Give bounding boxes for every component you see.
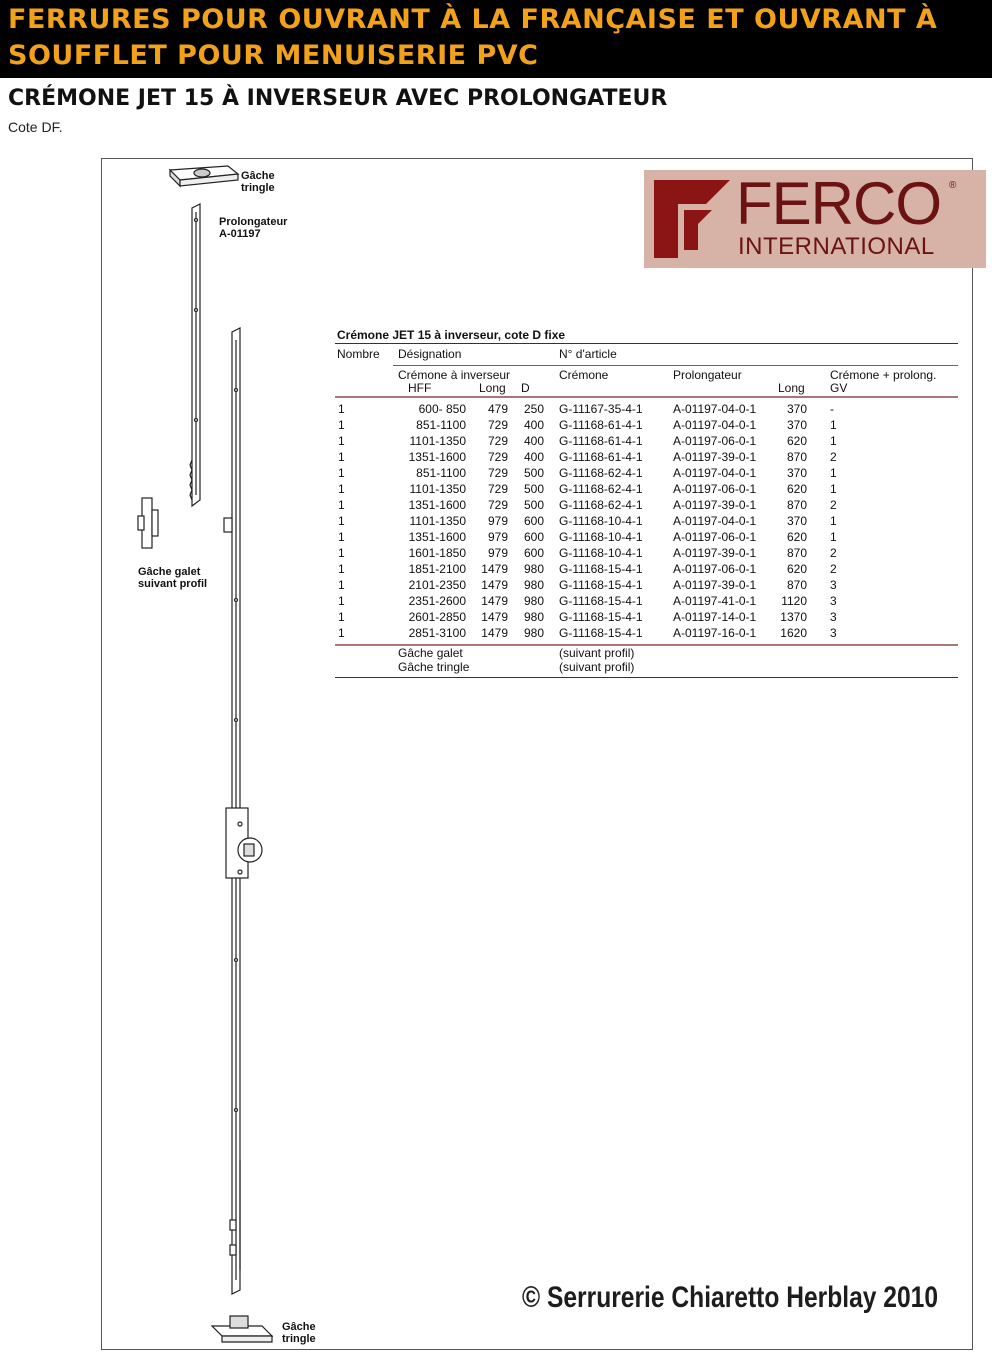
table-cell-d: 980 (523, 578, 544, 592)
table-cell-hff: 851-1100 (416, 466, 466, 480)
cremone-main-drawing (224, 328, 262, 1294)
label-gache-tringle-top: Gâche tringle (241, 170, 275, 194)
gache-galet-drawing (138, 498, 158, 548)
table-cell-plong: 620 (786, 562, 807, 576)
table-cell-gv: 2 (830, 450, 837, 464)
table-cell-plong: 1620 (780, 626, 807, 640)
prolongateur-drawing (190, 204, 200, 506)
table-cell-hff: 1351-1600 (408, 498, 466, 512)
table-cell-hff: 1101-1350 (409, 434, 466, 448)
table-cell-plong: 370 (786, 466, 807, 480)
table-cell-gv: 1 (830, 482, 837, 496)
gache-tringle-top-drawing (170, 166, 238, 186)
table-cell-plong: 370 (786, 514, 807, 528)
cremone-illustration (120, 160, 320, 1350)
table-cell-cremone: G-11168-62-4-1 (559, 482, 643, 496)
table-cell-hff: 2851-3100 (408, 626, 466, 640)
table-cell-gv: 1 (830, 434, 837, 448)
table-cell-gv: 1 (830, 514, 837, 528)
table-cell-gv: 3 (830, 594, 837, 608)
table-cell-cremone: G-11168-62-4-1 (559, 498, 643, 512)
table-cell-long: 729 (487, 418, 508, 432)
table-cell-prolong: A-01197-04-0-1 (673, 466, 757, 480)
table-cell-plong: 1120 (781, 594, 807, 608)
table-cell-cremone: G-11167-35-4-1 (559, 402, 643, 416)
table-cell-cremone: G-11168-10-4-1 (559, 514, 643, 528)
table-cell-n: 1 (338, 498, 345, 512)
table-cell-long: 1479 (481, 626, 508, 640)
table-cell-n: 1 (338, 402, 345, 416)
table-cell-cremone: G-11168-10-4-1 (559, 530, 643, 544)
table-cell-n: 1 (338, 466, 345, 480)
table-cell-cremone: G-11168-15-4-1 (559, 578, 643, 592)
table-cell-hff: 1351-1600 (408, 530, 466, 544)
banner-title-line-2: SOUFFLET POUR MENUISERIE PVC (8, 40, 539, 71)
table-cell-n: 1 (338, 434, 345, 448)
table-cell-long: 1479 (481, 562, 508, 576)
table-cell-n: 1 (338, 514, 345, 528)
header-nombre: Nombre (337, 347, 380, 361)
table-cell-n: 1 (338, 450, 345, 464)
table-cell-plong: 370 (786, 402, 807, 416)
table-cell-long: 979 (487, 514, 508, 528)
gache-tringle-bottom-drawing (212, 1316, 272, 1342)
footer-gache-galet-label: Gâche galet (398, 646, 463, 660)
header-cremone-inverseur: Crémone à inverseur (398, 368, 511, 382)
table-cell-n: 1 (338, 610, 345, 624)
table-cell-prolong: A-01197-04-0-1 (673, 402, 757, 416)
table-cell-d: 600 (523, 546, 544, 560)
table-cell-cremone: G-11168-62-4-1 (559, 466, 643, 480)
table-cell-long: 729 (487, 482, 508, 496)
table-cell-plong: 620 (786, 530, 807, 544)
cote-label: Cote DF. (8, 119, 63, 135)
header-d: D (521, 381, 530, 395)
table-cell-hff: 1101-1350 (409, 514, 466, 528)
table-cell-long: 1479 (481, 578, 508, 592)
table-cell-cremone: G-11168-15-4-1 (559, 626, 643, 640)
table-cell-long: 1479 (481, 594, 508, 608)
table-cell-prolong: A-01197-14-0-1 (673, 610, 757, 624)
table-cell-prolong: A-01197-04-0-1 (673, 514, 757, 528)
table-cell-plong: 1370 (780, 610, 807, 624)
table-cell-prolong: A-01197-04-0-1 (673, 418, 757, 432)
header-gv: GV (830, 381, 848, 395)
table-cell-n: 1 (338, 482, 345, 496)
table-cell-plong: 620 (786, 482, 807, 496)
header-prolong-long: Long (778, 381, 805, 395)
table-cell-hff: 1851-2100 (408, 562, 466, 576)
table-cell-d: 980 (523, 626, 544, 640)
header-cremone-prolong: Crémone + prolong. (830, 368, 937, 382)
table-cell-long: 979 (487, 546, 508, 560)
table-cell-d: 980 (523, 594, 544, 608)
label-prolongateur: Prolongateur A-01197 (219, 216, 288, 240)
table-cell-d: 400 (523, 434, 544, 448)
table-cell-prolong: A-01197-39-0-1 (673, 498, 757, 512)
table-cell-gv: 3 (830, 578, 837, 592)
header-long: Long (479, 381, 506, 395)
table-cell-d: 600 (523, 514, 544, 528)
table-cell-plong: 870 (786, 578, 807, 592)
table-cell-long: 479 (487, 402, 508, 416)
table-cell-gv: 1 (830, 530, 837, 544)
table-cell-gv: 1 (830, 466, 837, 480)
table-cell-prolong: A-01197-06-0-1 (673, 562, 757, 576)
table-cell-prolong: A-01197-06-0-1 (673, 434, 757, 448)
table-cell-hff: 2601-2850 (408, 610, 466, 624)
footer-gache-tringle-label: Gâche tringle (398, 660, 470, 674)
table-cell-long: 729 (487, 450, 508, 464)
table-cell-cremone: G-11168-10-4-1 (559, 546, 643, 560)
table-cell-gv: 3 (830, 626, 837, 640)
table-cell-hff: 1601-1850 (408, 546, 466, 560)
table-cell-hff: 2351-2600 (408, 594, 466, 608)
table-cell-hff: 600- 850 (418, 402, 466, 416)
table-cell-n: 1 (338, 626, 345, 640)
table-cell-gv: 2 (830, 562, 837, 576)
header-banner (0, 0, 992, 78)
table-cell-d: 500 (523, 498, 544, 512)
table-cell-gv: 2 (830, 546, 837, 560)
table-cell-d: 980 (523, 610, 544, 624)
footer-gache-galet-article: (suivant profil) (559, 646, 635, 660)
table-cell-d: 400 (523, 450, 544, 464)
table-cell-prolong: A-01197-39-0-1 (673, 546, 757, 560)
table-cell-cremone: G-11168-15-4-1 (559, 610, 643, 624)
table-cell-gv: - (830, 402, 834, 416)
table-cell-cremone: G-11168-15-4-1 (559, 562, 643, 576)
product-title: CRÉMONE JET 15 À INVERSEUR AVEC PROLONGATEUR (8, 86, 668, 111)
table-title: Crémone JET 15 à inverseur, cote D fixe (337, 328, 566, 342)
copyright-watermark: © Serrurerie Chiaretto Herblay 2010 (522, 1281, 939, 1314)
header-bottom-rule (335, 396, 958, 398)
table-top-rule (335, 343, 958, 344)
header-prolongateur: Prolongateur (673, 368, 742, 382)
table-cell-plong: 870 (786, 498, 807, 512)
table-cell-cremone: G-11168-61-4-1 (559, 418, 643, 432)
table-cell-hff: 1351-1600 (408, 450, 466, 464)
header-designation: Désignation (398, 347, 462, 361)
table-bottom-rule (335, 677, 958, 678)
table-cell-d: 400 (523, 418, 544, 432)
table-cell-prolong: A-01197-06-0-1 (673, 530, 757, 544)
table-cell-d: 500 (523, 466, 544, 480)
table-cell-long: 729 (487, 434, 508, 448)
table-cell-d: 600 (523, 530, 544, 544)
table-cell-long: 729 (487, 466, 508, 480)
table-cell-n: 1 (338, 546, 345, 560)
table-cell-long: 729 (487, 498, 508, 512)
banner-title-line-1: FERRURES POUR OUVRANT À LA FRANÇAISE ET OUVRANT À (8, 4, 938, 35)
table-cell-hff: 851-1100 (416, 418, 466, 432)
ferco-chevron-icon (654, 180, 730, 258)
table-cell-long: 979 (487, 530, 508, 544)
logo-registered-mark: ® (949, 180, 957, 191)
header-sub-rule (393, 365, 958, 366)
table-cell-gv: 1 (830, 418, 837, 432)
ferco-logo (644, 170, 986, 268)
table-cell-d: 250 (523, 402, 544, 416)
table-cell-plong: 620 (786, 434, 807, 448)
table-cell-gv: 2 (830, 498, 837, 512)
table-cell-long: 1479 (481, 610, 508, 624)
table-cell-prolong: A-01197-16-0-1 (673, 626, 757, 640)
label-gache-galet: Gâche galet suivant profil (138, 566, 208, 590)
footer-gache-tringle-article: (suivant profil) (559, 660, 635, 674)
table-cell-d: 500 (523, 482, 544, 496)
table-cell-n: 1 (338, 562, 345, 576)
table-cell-d: 980 (523, 562, 544, 576)
table-cell-cremone: G-11168-61-4-1 (559, 434, 643, 448)
table-cell-gv: 3 (830, 610, 837, 624)
table-cell-plong: 370 (786, 418, 807, 432)
table-cell-prolong: A-01197-41-0-1 (673, 594, 757, 608)
logo-tagline: INTERNATIONAL (738, 233, 935, 260)
table-cell-n: 1 (338, 530, 345, 544)
label-gache-tringle-bottom: Gâche tringle (282, 1321, 316, 1345)
table-cell-plong: 870 (786, 450, 807, 464)
table-cell-n: 1 (338, 418, 345, 432)
table-cell-cremone: G-11168-61-4-1 (559, 450, 643, 464)
table-cell-prolong: A-01197-39-0-1 (673, 450, 757, 464)
table-cell-n: 1 (338, 578, 345, 592)
table-cell-cremone: G-11168-15-4-1 (559, 594, 643, 608)
table-cell-prolong: A-01197-39-0-1 (673, 578, 757, 592)
header-cremone: Crémone (559, 368, 609, 382)
table-cell-hff: 1101-1350 (409, 482, 466, 496)
table-cell-hff: 2101-2350 (408, 578, 466, 592)
header-article: N° d'article (559, 347, 617, 361)
logo-wordmark: FERCO (736, 170, 941, 237)
table-cell-plong: 870 (786, 546, 807, 560)
header-hff: HFF (408, 381, 432, 395)
table-cell-n: 1 (338, 594, 345, 608)
table-cell-prolong: A-01197-06-0-1 (673, 482, 757, 496)
